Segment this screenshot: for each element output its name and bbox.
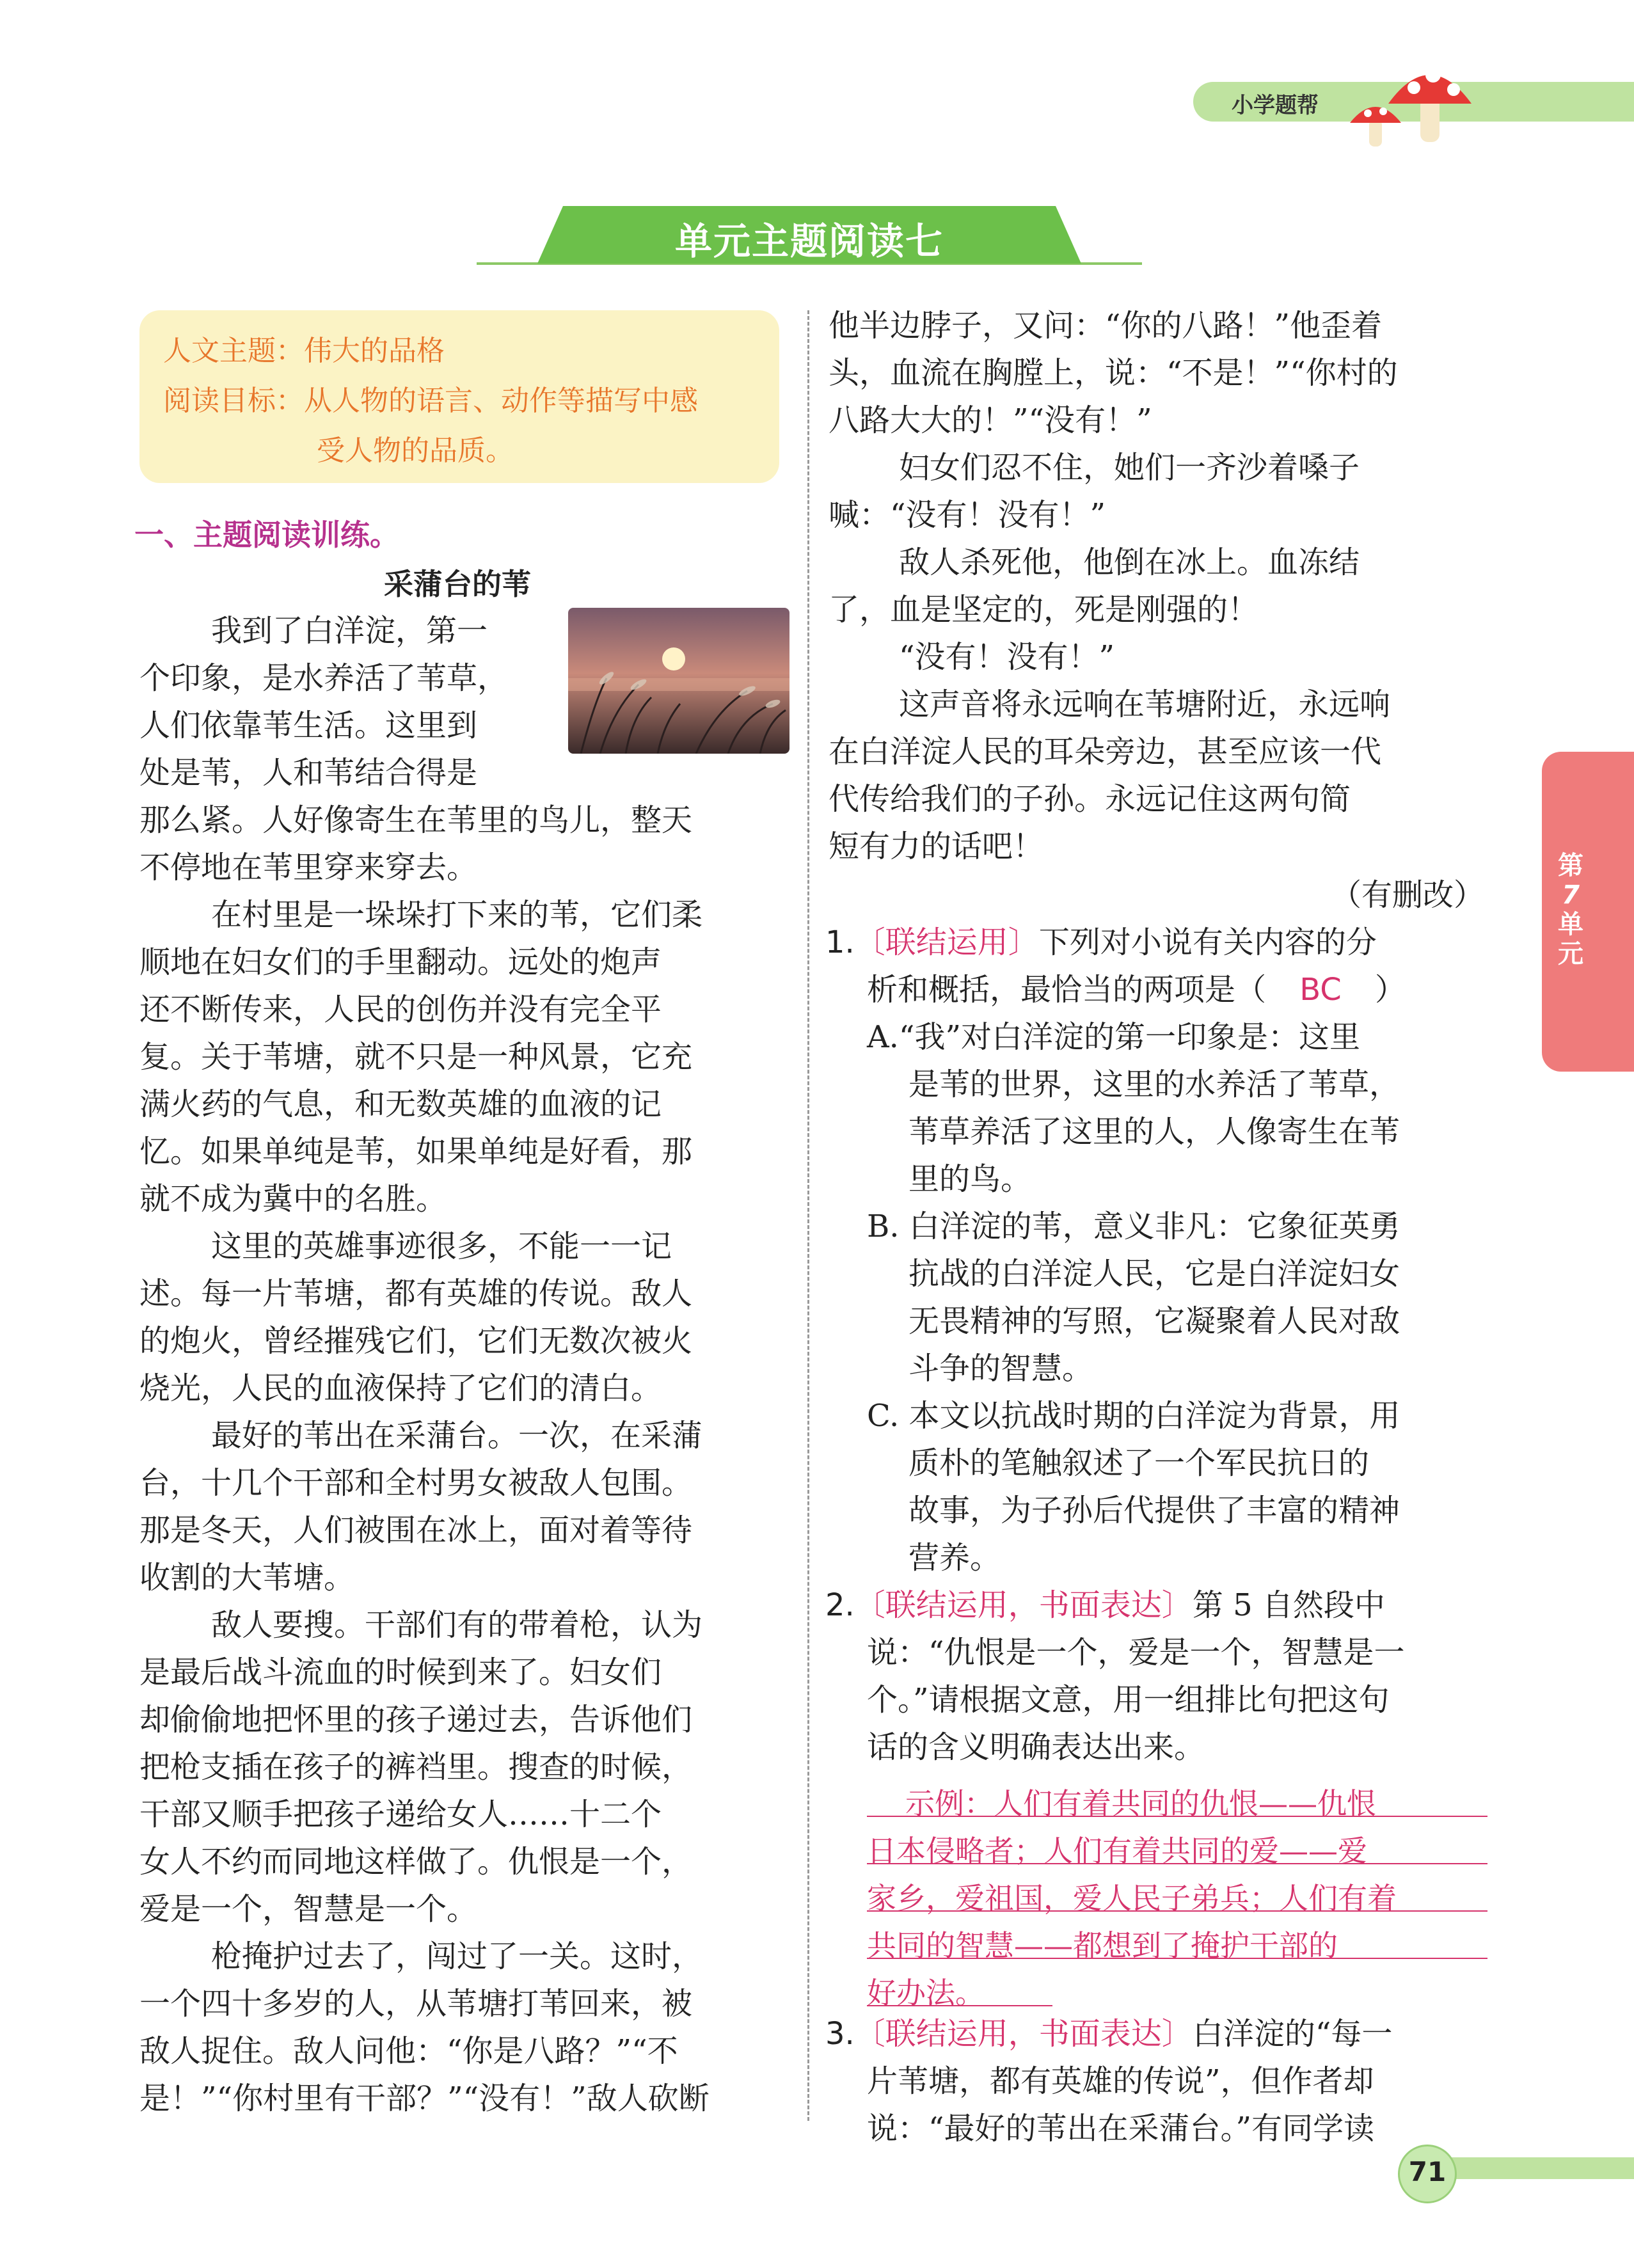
- theme-line-3: 受人物的品质。: [317, 434, 514, 467]
- story-line: 人们依靠苇生活。这里到: [139, 708, 478, 743]
- source-note: （有删改）: [1331, 877, 1485, 913]
- story-line: 最好的苇出在采蒲台。一次，在采蒲: [211, 1418, 703, 1454]
- question-1-line: [825, 924, 1377, 960]
- answer-line: 好办法。: [867, 1976, 985, 2010]
- story-line: 喊：“没有！没有！”: [829, 497, 1106, 533]
- answer-line: 示例：人们有着共同的仇恨——仇恨: [905, 1786, 1376, 1821]
- option-c-line: 质朴的笔触叙述了一个军民抗日的: [908, 1445, 1370, 1481]
- question-2-line: 个。”请根据文意，用一组排比句把这句: [867, 1682, 1390, 1718]
- answer-rule: [867, 2005, 1052, 2006]
- option-a-line: 里的鸟。: [908, 1161, 1032, 1197]
- story-line: 把枪支插在孩子的裤裆里。搜查的时候，: [139, 1749, 693, 1785]
- story-line: 八路大大的！”“没有！”: [829, 402, 1152, 438]
- story-line: 在白洋淀人民的耳朵旁边，甚至应该一代: [829, 734, 1382, 770]
- story-line: 枪掩护过去了，闯过了一关。这时，: [211, 1939, 703, 1974]
- question-2-line: 说：“仇恨是一个，爱是一个，智慧是一: [867, 1635, 1405, 1670]
- answer-line: 家乡，爱祖国，爱人民子弟兵；人们有着: [867, 1881, 1397, 1915]
- page-number: 71: [1408, 2156, 1447, 2187]
- story-line: 女人不约而同地这样做了。仇恨是一个，: [139, 1844, 693, 1880]
- answer-rule: [867, 1816, 1487, 1817]
- option-b-line: 无畏精神的写照，它凝聚着人民对敌: [908, 1303, 1400, 1339]
- question-3-line: [825, 2016, 1393, 2052]
- answer-rule: [867, 1863, 1487, 1864]
- story-line: 他半边脖子，又问：“你的八路！”他歪着: [829, 308, 1383, 344]
- answer-line: 日本侵略者；人们有着共同的爱——爱: [867, 1834, 1367, 1868]
- question-number: 3.: [825, 2016, 855, 2052]
- story-line: 忆。如果单纯是苇，如果单纯是好看，那: [139, 1134, 693, 1170]
- story-line: 还不断传来，人民的创伤并没有完全平: [139, 992, 662, 1027]
- story-title: 采蒲台的苇: [384, 567, 531, 601]
- story-line: 这声音将永远响在苇塘附近，永远响: [899, 686, 1391, 722]
- story-line: 那是冬天，人们被围在冰上，面对着等待: [139, 1512, 693, 1548]
- question-2-line: [825, 1587, 1385, 1623]
- question-tag: 〔联结运用，书面表达〕: [854, 1587, 1193, 1623]
- side-char: 第: [1558, 851, 1583, 880]
- question-text: 下列对小说有关内容的分: [1038, 924, 1377, 960]
- story-line: 干部又顺手把孩子递给女人……十二个: [139, 1796, 662, 1832]
- side-char: 元: [1558, 939, 1583, 969]
- question-tag: 〔联结运用，书面表达〕: [854, 2016, 1193, 2052]
- question-text: 第 5 自然段中: [1192, 1587, 1385, 1623]
- story-line: 代传给我们的子孙。永远记住这两句简: [829, 781, 1351, 817]
- story-line: 述。每一片苇塘，都有英雄的传说。敌人: [139, 1276, 693, 1312]
- option-a-line: 苇草养活了这里的人，人像寄生在苇: [908, 1114, 1400, 1150]
- question-text: 析和概括，最恰当的两项是（: [867, 972, 1267, 1008]
- section-heading: 一、主题阅读训练。: [134, 518, 399, 552]
- question-1-line: [867, 972, 1406, 1008]
- option-a-line: 是苇的世界，这里的水养活了苇草，: [908, 1067, 1400, 1102]
- story-line: 我到了白洋淀，第一: [211, 613, 488, 649]
- story-line: 妇女们忍不住，她们一齐沙着嗓子: [899, 450, 1360, 486]
- brand-name: 小学题帮: [1232, 93, 1319, 118]
- option-b-line: 斗争的智慧。: [908, 1351, 1093, 1386]
- question-3-line: 说：“最好的苇出在采蒲台。”有同学读: [867, 2111, 1375, 2146]
- story-line: 敌人捉住。敌人问他：“你是八路？”“不: [139, 2033, 678, 2069]
- story-line: 一个四十多岁的人，从苇塘打苇回来，被: [139, 1986, 693, 2022]
- column-divider: [807, 310, 809, 2121]
- story-line: 敌人要搜。干部们有的带着枪，认为: [211, 1607, 703, 1643]
- answer-choice: BC: [1299, 972, 1342, 1008]
- story-line: 这里的英雄事迹很多，不能一一记: [211, 1228, 672, 1264]
- story-line: 头，血流在胸膛上，说：“不是！”“你村的: [829, 355, 1398, 391]
- story-line: “没有！没有！”: [899, 639, 1115, 675]
- footer-bar: [1440, 2157, 1634, 2179]
- side-char: 7: [1562, 880, 1580, 910]
- question-number: 2.: [825, 1587, 855, 1623]
- option-b-line: B. 白洋淀的苇，意义非凡：它象征英勇: [867, 1209, 1400, 1244]
- story-line: 是！”“你村里有干部？”“没有！”敌人砍断: [139, 2081, 710, 2116]
- story-line: 收割的大苇塘。: [139, 1560, 355, 1596]
- story-line: 个印象，是水养活了苇草，: [139, 660, 509, 696]
- story-line: 就不成为冀中的名胜。: [139, 1181, 447, 1217]
- story-line: 满火药的气息，和无数英雄的血液的记: [139, 1086, 662, 1122]
- question-close: ）: [1375, 972, 1406, 1008]
- story-line: 爱是一个，智慧是一个。: [139, 1891, 478, 1927]
- story-line: 烧光，人民的血液保持了它们的清白。: [139, 1370, 662, 1406]
- story-line: 的炮火，曾经摧残它们，它们无数次被火: [139, 1323, 693, 1359]
- side-char: 单: [1558, 910, 1583, 939]
- story-line: 在村里是一垛垛打下来的苇，它们柔: [211, 897, 703, 933]
- question-text: 白洋淀的“每一: [1192, 2016, 1393, 2052]
- story-line: 那么紧。人好像寄生在苇里的鸟儿，整天: [139, 802, 693, 838]
- question-number: 1.: [825, 924, 855, 960]
- story-line: 不停地在苇里穿来穿去。: [139, 850, 478, 885]
- option-c-line: 故事，为子孙后代提供了丰富的精神: [908, 1493, 1400, 1528]
- answer-rule: [867, 1910, 1487, 1912]
- story-line: 是最后战斗流血的时候到来了。妇女们: [139, 1654, 662, 1690]
- answer-rule: [867, 1958, 1487, 1959]
- story-line: 处是苇，人和苇结合得是: [139, 755, 478, 791]
- option-c-line: C. 本文以抗战时期的白洋淀为背景，用: [867, 1398, 1400, 1434]
- theme-line-1: 人文主题：伟大的品格: [163, 335, 445, 367]
- option-c-line: 营养。: [908, 1540, 1001, 1576]
- story-line: 顺地在妇女们的手里翻动。远处的炮声: [139, 944, 662, 980]
- question-3-line: 片苇塘，都有英雄的传说”，但作者却: [867, 2063, 1374, 2099]
- story-line: 复。关于苇塘，就不只是一种风景，它充: [139, 1039, 693, 1075]
- mushroom-icon: [1344, 52, 1471, 148]
- question-2-line: 话的含义明确表达出来。: [867, 1729, 1205, 1765]
- answer-line: 共同的智慧——都想到了掩护干部的: [867, 1928, 1338, 1963]
- story-line: 台，十几个干部和全村男女被敌人包围。: [139, 1465, 693, 1501]
- question-tag: 〔联结运用〕: [854, 924, 1039, 960]
- story-line: 却偷偷地把怀里的孩子递过去，告诉他们: [139, 1702, 693, 1738]
- unit-side-label: [1545, 851, 1596, 969]
- unit-title: 单元主题阅读七: [674, 219, 944, 263]
- option-a-line: A.“我”对白洋淀的第一印象是：这里: [867, 1019, 1361, 1055]
- sunset-reed-photo: [568, 608, 789, 754]
- story-line: 了，血是坚定的，死是刚强的！: [829, 592, 1259, 628]
- story-line: 短有力的话吧！: [829, 829, 1044, 864]
- option-b-line: 抗战的白洋淀人民，它是白洋淀妇女: [908, 1256, 1400, 1292]
- theme-line-2: 阅读目标：从人物的语言、动作等描写中感: [163, 385, 698, 417]
- story-line: 敌人杀死他，他倒在冰上。血冻结: [899, 544, 1360, 580]
